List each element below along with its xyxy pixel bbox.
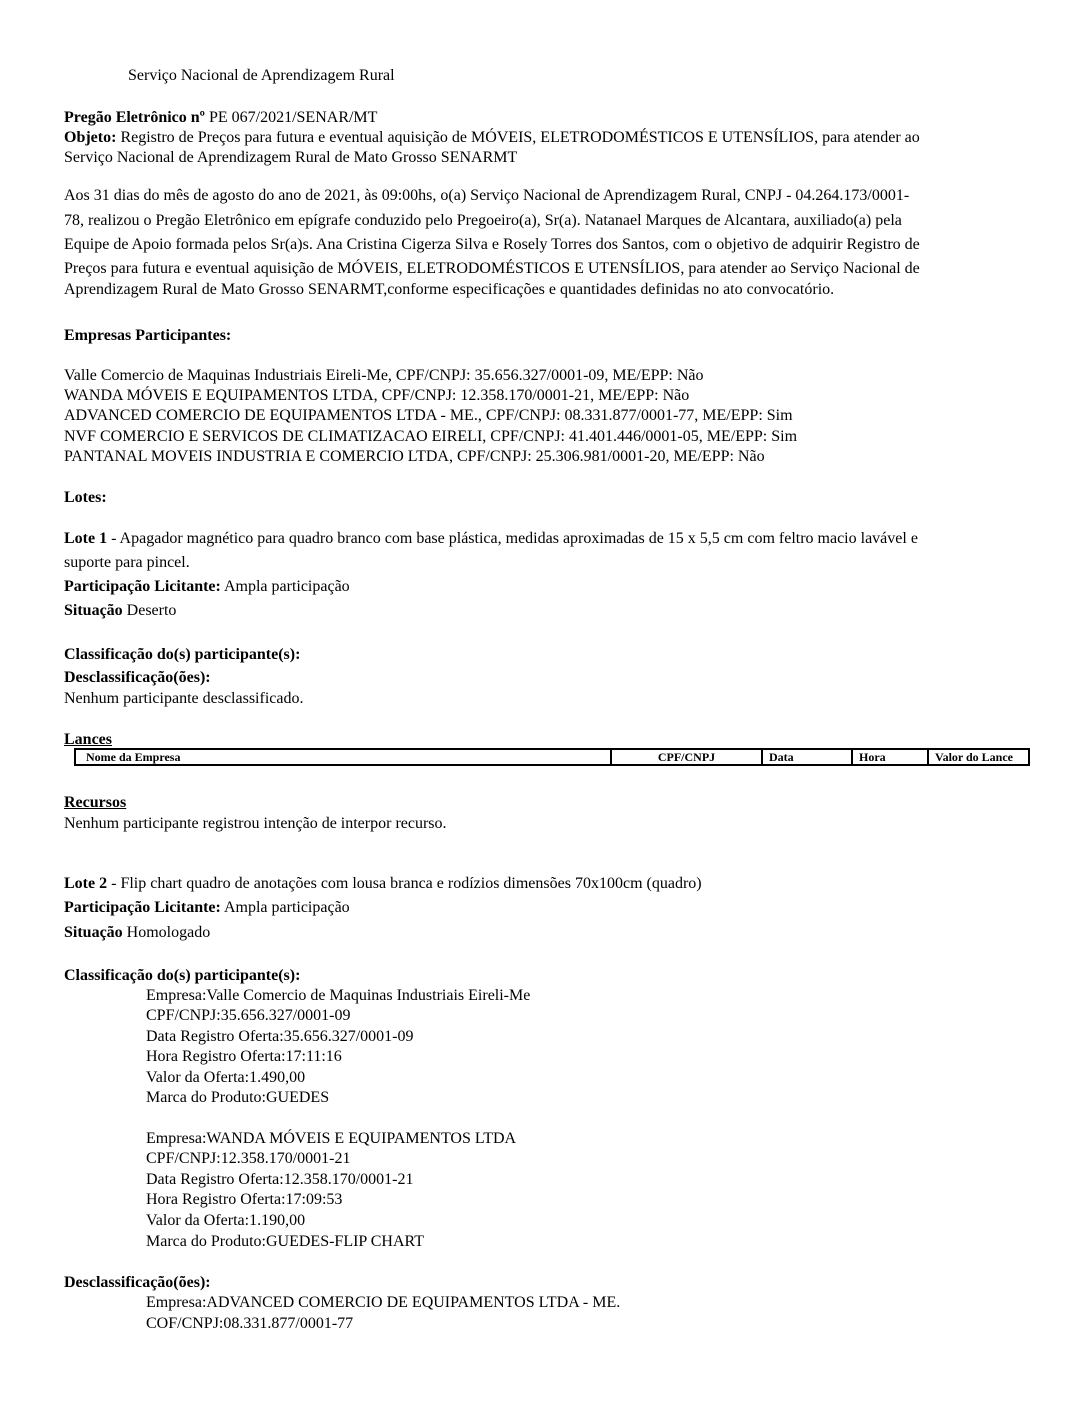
- lances-header-row: [75, 749, 1029, 765]
- lances-title: Lances: [64, 731, 112, 748]
- intro-line: Equipe de Apoio formada pelos Sr(a)s. Ana Cristina Cigerza Silva e Rosely Torres dos Santos, com o objetivo de adquirir Registro de: [64, 236, 920, 253]
- objeto-text: Registro de Preços para futura e eventual aquisição de MÓVEIS, ELETRODOMÉSTICOS E UTENSÍLIOS, para atender ao: [116, 129, 920, 146]
- lote-2-title: Lote 2: [64, 875, 108, 892]
- classificado-marca: Marca do Produto:GUEDES: [146, 1089, 330, 1106]
- objeto-label: Objeto:: [64, 129, 117, 146]
- pregao-value: PE 067/2021/SENAR/MT: [204, 109, 378, 126]
- col-valor-lance: Valor do Lance: [928, 749, 1029, 765]
- participacao-value: Ampla participação: [220, 899, 350, 916]
- intro-line: Aprendizagem Rural de Mato Grosso SENARMT,conforme especificações e quantidades definidas no ato convocatório.: [64, 281, 835, 298]
- institution-name: Serviço Nacional de Aprendizagem Rural: [128, 67, 395, 84]
- lote-2-description: [64, 874, 702, 894]
- participacao-value: Ampla participação: [220, 578, 350, 595]
- empresas-title: Empresas Participantes:: [64, 327, 232, 344]
- lote-2-desclassificacao-title: Desclassificação(ões):: [64, 1274, 211, 1291]
- lote-2-situacao: [64, 923, 210, 943]
- recursos-text: Nenhum participante registrou intenção de interpor recurso.: [64, 815, 447, 832]
- classificado-marca: Marca do Produto:GUEDES-FLIP CHART: [146, 1233, 424, 1250]
- col-data: Data: [762, 749, 852, 765]
- empresa-item: ADVANCED COMERCIO DE EQUIPAMENTOS LTDA - ME., CPF/CNPJ: 08.331.877/0001-77, ME/EPP: Sim: [64, 407, 793, 424]
- situacao-value: Homologado: [122, 924, 211, 941]
- col-hora: Hora: [852, 749, 928, 765]
- lote-1-description-2: suporte para pincel.: [64, 554, 190, 571]
- desclassificado-empresa: Empresa:ADVANCED COMERCIO DE EQUIPAMENTOS LTDA - ME.: [146, 1294, 621, 1311]
- classificado-cnpj: CPF/CNPJ:35.656.327/0001-09: [146, 1007, 351, 1024]
- lotes-title: Lotes:: [64, 489, 107, 506]
- classificado-data: Data Registro Oferta:35.656.327/0001-09: [146, 1028, 414, 1045]
- intro-line: Aos 31 dias do mês de agosto do ano de 2021, às 09:00hs, o(a) Serviço Nacional de Aprendizagem Rural, CNPJ - 04.264.173/0001-: [64, 187, 910, 204]
- lote-1-situacao: [64, 601, 176, 621]
- empresa-item: WANDA MÓVEIS E EQUIPAMENTOS LTDA, CPF/CNPJ: 12.358.170/0001-21, ME/EPP: Não: [64, 387, 690, 404]
- intro-line: Preços para futura e eventual aquisição de MÓVEIS, ELETRODOMÉSTICOS E UTENSÍLIOS, para atender ao Serviço Nacional de: [64, 260, 920, 277]
- pregao-label: Pregão Eletrônico nº: [64, 109, 205, 126]
- lote-2-classificacao-title: Classificação do(s) participante(s):: [64, 967, 301, 984]
- empresa-item: PANTANAL MOVEIS INDUSTRIA E COMERCIO LTDA, CPF/CNPJ: 25.306.981/0001-20, ME/EPP: Não: [64, 448, 765, 465]
- participacao-label: Participação Licitante:: [64, 578, 221, 595]
- pregao-line: [64, 108, 377, 128]
- classificado-empresa: Empresa:WANDA MÓVEIS E EQUIPAMENTOS LTDA: [146, 1130, 517, 1147]
- intro-line: 78, realizou o Pregão Eletrônico em epígrafe conduzido pelo Pregoeiro(a), Sr(a). Natanael Marques de Alcantara, auxiliado(a) pela: [64, 212, 902, 229]
- classificado-empresa: Empresa:Valle Comercio de Maquinas Industriais Eireli-Me: [146, 987, 531, 1004]
- lote-1-desclassificacao-title: Desclassificação(ões):: [64, 669, 211, 686]
- col-nome-empresa: Nome da Empresa: [75, 749, 611, 765]
- desclassificado-cnpj: COF/CNPJ:08.331.877/0001-77: [146, 1315, 354, 1332]
- lances-table: [74, 748, 1030, 766]
- empresa-item: Valle Comercio de Maquinas Industriais Eireli-Me, CPF/CNPJ: 35.656.327/0001-09, ME/EPP: Não: [64, 367, 704, 384]
- classificado-hora: Hora Registro Oferta:17:11:16: [146, 1048, 342, 1065]
- participacao-label: Participação Licitante:: [64, 899, 221, 916]
- objeto-line-2: Serviço Nacional de Aprendizagem Rural de Mato Grosso SENARMT: [64, 149, 518, 166]
- lote-1-desc-text: - Apagador magnético para quadro branco com base plástica, medidas aproximadas de 15 x 5,5 cm com feltro macio lavável e: [107, 530, 918, 547]
- classificado-cnpj: CPF/CNPJ:12.358.170/0001-21: [146, 1150, 351, 1167]
- objeto-line: [64, 128, 920, 148]
- classificado-hora: Hora Registro Oferta:17:09:53: [146, 1191, 343, 1208]
- lote-1-title: Lote 1: [64, 530, 108, 547]
- lote-1-participacao: [64, 577, 350, 597]
- situacao-label: Situação: [64, 602, 123, 619]
- situacao-label: Situação: [64, 924, 123, 941]
- situacao-value: Deserto: [122, 602, 177, 619]
- lote-1-desclassificacao-text: Nenhum participante desclassificado.: [64, 690, 304, 707]
- col-cpf-cnpj: CPF/CNPJ: [611, 749, 762, 765]
- classificado-valor: Valor da Oferta:1.190,00: [146, 1212, 306, 1229]
- empresa-item: NVF COMERCIO E SERVICOS DE CLIMATIZACAO EIRELI, CPF/CNPJ: 41.401.446/0001-05, ME/EPP: Sim: [64, 428, 798, 445]
- classificado-data: Data Registro Oferta:12.358.170/0001-21: [146, 1171, 414, 1188]
- lote-2-participacao: [64, 898, 350, 918]
- lote-1-classificacao-title: Classificação do(s) participante(s):: [64, 646, 301, 663]
- lote-2-desc-text: - Flip chart quadro de anotações com lousa branca e rodízios dimensões 70x100cm (quadro): [107, 875, 702, 892]
- lote-1-description: [64, 529, 918, 549]
- classificado-valor: Valor da Oferta:1.490,00: [146, 1069, 306, 1086]
- recursos-title: Recursos: [64, 794, 127, 811]
